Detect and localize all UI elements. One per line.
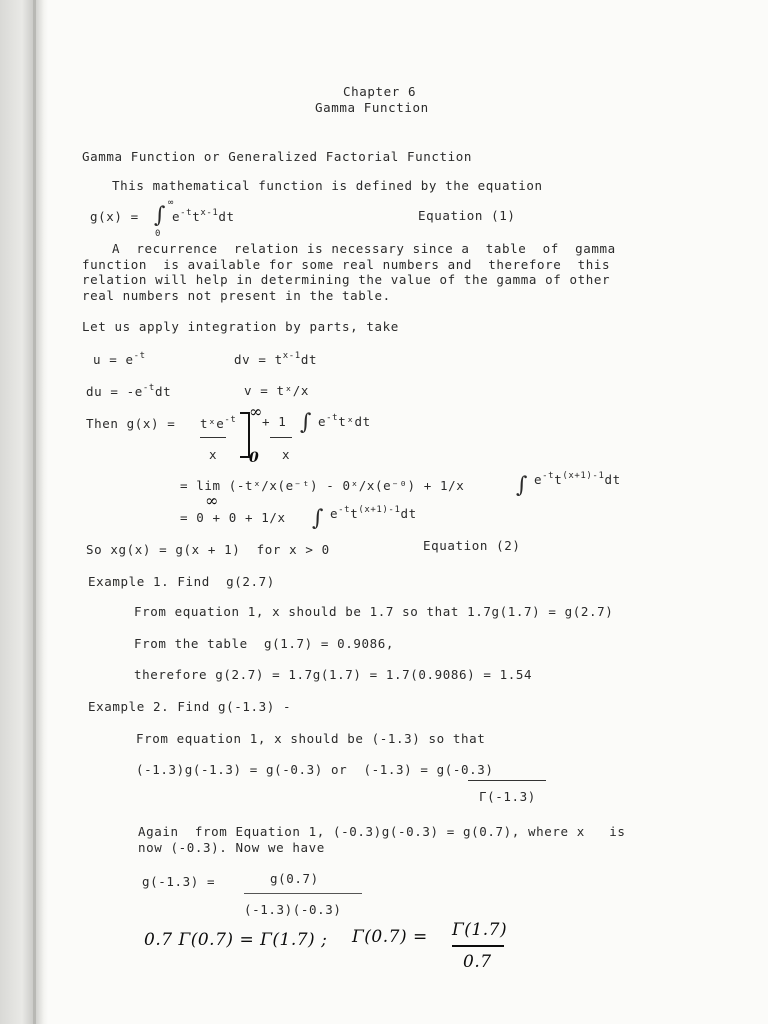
dv-definition: dv = $t^{x-1}dt$	[234, 351, 318, 367]
handwritten-note-left: 0.7 Γ(0.7) = Γ(1.7) ;	[144, 930, 328, 950]
fraction-bar	[468, 780, 546, 781]
example-2-line-4: now (-0.3). Now we have	[138, 840, 325, 855]
intro-line: This mathematical function is defined by the equation	[112, 178, 543, 193]
paragraph-line-2: function is available for some real numbers and therefore this	[82, 257, 611, 272]
example-1-line-3: therefore g(2.7) = 1.7g(1.7) = 1.7(0.9086) = 1.54	[134, 667, 533, 682]
final-fraction-denominator: (-1.3)(-0.3)	[244, 902, 342, 917]
handwritten-note-denominator: 0.7	[463, 952, 492, 972]
example-2-title: Example 2. Find g(-1.3) -	[88, 699, 292, 714]
final-fraction-bar	[244, 893, 362, 894]
section-heading: Gamma Function or Generalized Factorial Function	[82, 149, 473, 164]
handwritten-note-numerator: Γ(1.7)	[452, 920, 508, 940]
example-1-title: Example 1. Find g(2.7)	[88, 574, 275, 589]
du-definition: du = $-e^{-t}dt$	[86, 383, 172, 399]
equation-1-label: Equation (1)	[418, 208, 516, 223]
u-definition: $u = e^{-t}$	[93, 351, 146, 367]
paragraph-line-1: A recurrence relation is necessary since a table of gamma	[112, 241, 616, 256]
chapter-title: Gamma Function	[315, 100, 429, 115]
parts-intro: Let us apply integration by parts, take	[82, 319, 399, 334]
recurrence-relation: So xg(x) = g(x + 1) for x > 0	[86, 542, 330, 557]
equation-2-label: Equation (2)	[423, 538, 521, 553]
scan-binding-edge	[0, 0, 48, 1024]
final-fraction-numerator: g(0.7)	[270, 871, 319, 886]
final-fraction-lhs: g(-1.3) =	[142, 874, 216, 889]
paragraph-line-3: relation will help in determining the value of the gamma of other	[82, 272, 611, 287]
example-1-line-1: From equation 1, x should be 1.7 so that 1.7g(1.7) = g(2.7)	[134, 604, 614, 619]
handwritten-note-mid: Γ(0.7) =	[352, 927, 428, 947]
integral-sign: ∫	[154, 203, 166, 228]
example-2-line-2: (-1.3)g(-1.3) = g(-0.3) or (-1.3) = g(-0.3)	[136, 762, 494, 777]
example-1-line-2: From the table g(1.7) = 0.9086,	[134, 636, 395, 651]
chapter-number: Chapter 6	[343, 84, 417, 99]
handwritten-fraction-bar	[452, 945, 504, 947]
paragraph-line-4: real numbers not present in the table.	[82, 288, 391, 303]
example-2-denominator: Γ(-1.3)	[479, 789, 536, 804]
v-definition: v = tˣ/x	[244, 383, 310, 398]
example-2-line-3: Again from Equation 1, (-0.3)g(-0.3) = g(0.7), where x is	[138, 824, 626, 839]
example-2-line-1: From equation 1, x should be (-1.3) so that	[136, 731, 486, 746]
